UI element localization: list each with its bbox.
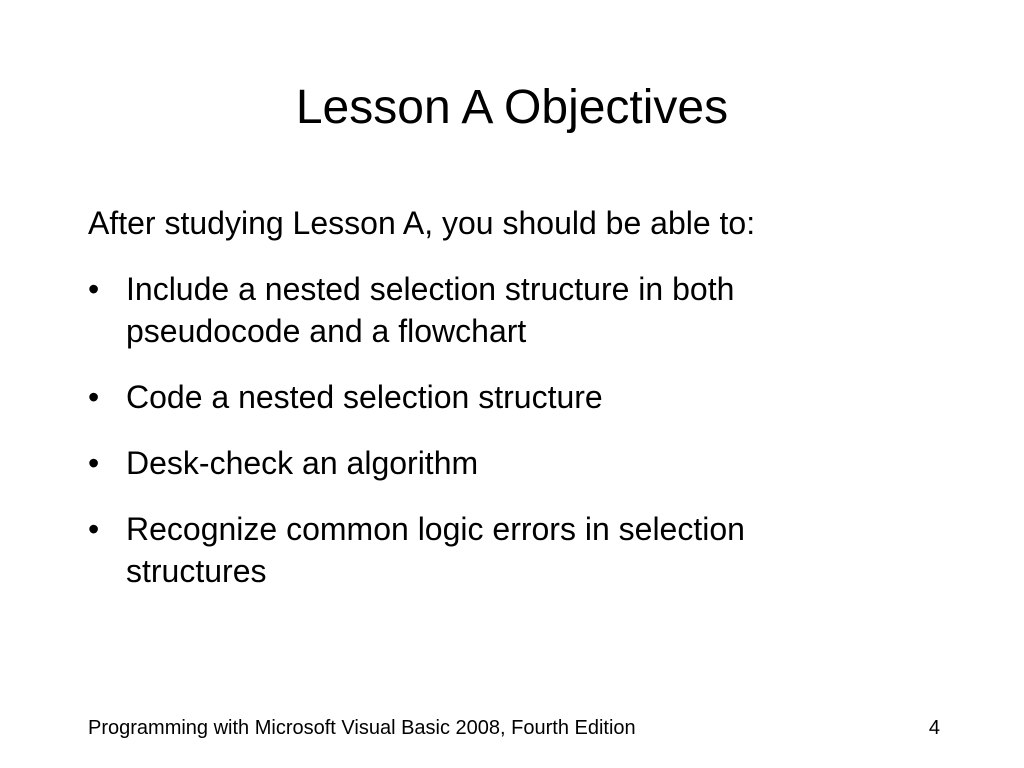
objective-item <box>88 508 888 592</box>
objective-text: Recognize common logic errors in selection structures <box>126 511 745 589</box>
objective-item <box>88 268 888 352</box>
objective-text: Include a nested selection structure in both pseudocode and a flowchart <box>126 271 735 349</box>
objective-text: Code a nested selection structure <box>126 379 603 415</box>
bullet-icon: • <box>88 379 100 415</box>
slide-content <box>88 202 888 616</box>
footer-book-title: Programming with Microsoft Visual Basic 2008, Fourth Edition <box>88 717 636 739</box>
intro-text: After studying Lesson A, you should be able to: <box>88 205 756 241</box>
bullet-icon: • <box>88 271 100 307</box>
page-number: 4 <box>928 717 940 739</box>
objectives-list <box>88 268 888 592</box>
objective-item <box>88 442 888 484</box>
bullet-icon: • <box>88 445 100 481</box>
objective-text: Desk-check an algorithm <box>126 445 479 481</box>
objective-item <box>88 376 888 418</box>
bullet-icon: • <box>88 511 100 547</box>
slide-title: Lesson A Objectives <box>295 81 729 134</box>
